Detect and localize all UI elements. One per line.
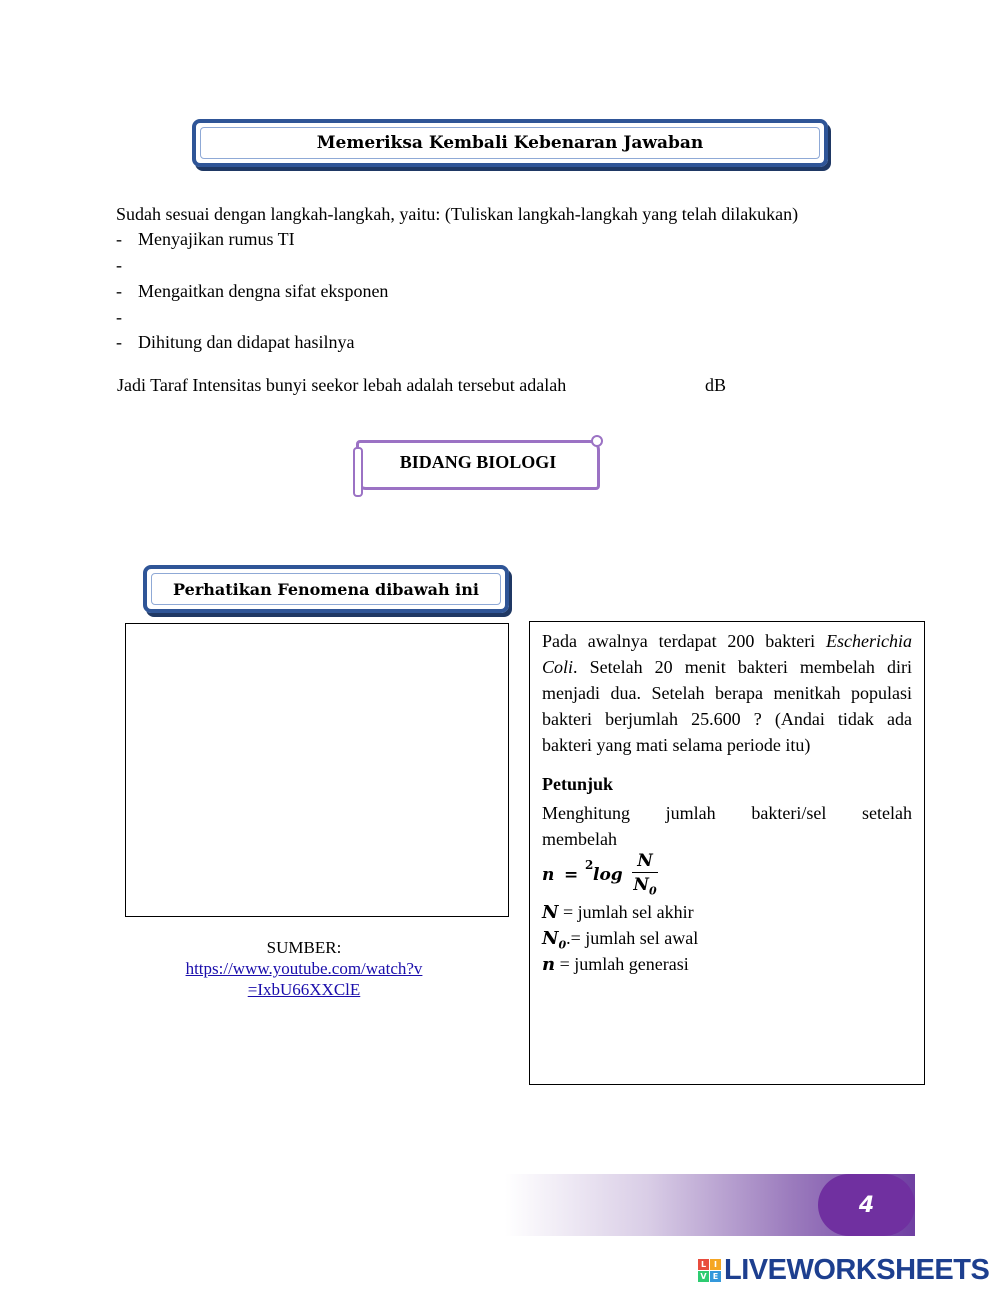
formula-lhs: n bbox=[542, 865, 555, 885]
section-scroll-biologi bbox=[356, 440, 600, 490]
denominator-symbol: N bbox=[633, 875, 649, 895]
logo-text: LIVEWORKSHEETS bbox=[724, 1253, 990, 1286]
problem-box bbox=[529, 621, 925, 1085]
problem-text bbox=[542, 628, 912, 758]
formula-denominator bbox=[632, 873, 658, 897]
definition-symbol: n bbox=[542, 954, 556, 975]
formula-log-base: 2 bbox=[585, 858, 594, 872]
check-intro: Sudah sesuai dengan langkah-langkah, yaitu: (Tuliskan langkah-langkah yang telah dilakukan) bbox=[116, 204, 799, 224]
bullet-dash: - bbox=[116, 332, 122, 352]
formula-log: log bbox=[593, 865, 623, 885]
hint-text-line1: Menghitung jumlah bakteri/sel setelah bbox=[542, 803, 912, 823]
phenomenon-header bbox=[143, 565, 509, 613]
source-citation bbox=[125, 937, 483, 1000]
unit-label: dB bbox=[705, 375, 727, 395]
formula-fraction bbox=[632, 850, 658, 897]
source-link-line1[interactable]: https://www.youtube.com/watch?v bbox=[185, 959, 423, 978]
problem-text-part1: Pada awalnya terdapat 200 bakteri bbox=[542, 631, 827, 651]
definition-subscript: 0 bbox=[558, 938, 567, 952]
video-frame[interactable] bbox=[125, 623, 509, 917]
species-name: Escherichia Coli bbox=[542, 631, 912, 677]
bullet-dash: - bbox=[116, 281, 122, 301]
bullet-dash: - bbox=[116, 255, 122, 275]
definition-text: .= jumlah sel awal bbox=[566, 928, 699, 948]
step-text: Mengaitkan dengna sifat eksponen bbox=[138, 281, 389, 301]
section-title: BIDANG BIOLOGI bbox=[399, 452, 557, 472]
generation-formula bbox=[542, 850, 692, 900]
definition-text: = jumlah generasi bbox=[555, 954, 689, 974]
liveworksheets-logo-icon bbox=[698, 1259, 721, 1282]
logo-icon-letter: I bbox=[710, 1259, 721, 1270]
bullet-dash: - bbox=[116, 229, 122, 249]
bullet-dash: - bbox=[116, 307, 122, 327]
section-header-memeriksa bbox=[192, 119, 828, 167]
step-text: Menyajikan rumus TI bbox=[138, 229, 295, 249]
hint-title: Petunjuk bbox=[542, 774, 614, 794]
definition-symbol: N bbox=[542, 902, 559, 923]
logo-icon-letter: L bbox=[698, 1259, 709, 1270]
source-link-line2[interactable]: =IxbU66XXClE bbox=[247, 980, 361, 999]
logo-icon-letter: V bbox=[698, 1271, 709, 1282]
page-number: 4 bbox=[858, 1192, 875, 1218]
conclusion-text: Jadi Taraf Intensitas bunyi seekor lebah adalah tersebut adalah bbox=[117, 375, 567, 395]
problem-text-part2: . Setelah 20 menit bakteri membelah diri menjadi dua. Setelah berapa menitkah populasi bakteri berjumlah 25.600 ? (Andai tidak ada bakteri yang mati selama periode itu) bbox=[542, 657, 912, 755]
definition-row bbox=[542, 954, 689, 975]
liveworksheets-logo[interactable] bbox=[698, 1255, 989, 1285]
steps-list bbox=[116, 229, 616, 359]
definition-symbol bbox=[542, 928, 567, 952]
scroll-curl-right bbox=[591, 435, 603, 447]
denominator-subscript: 0 bbox=[648, 884, 657, 898]
hint-text-line2: membelah bbox=[542, 829, 617, 849]
definition-text: = jumlah sel akhir bbox=[558, 902, 694, 922]
section-header-title: Memeriksa Kembali Kebenaran Jawaban bbox=[316, 133, 704, 153]
definition-symbol-letter: N bbox=[542, 928, 559, 949]
source-label: SUMBER: bbox=[266, 938, 342, 957]
formula-numerator: N bbox=[637, 851, 653, 871]
definition-row bbox=[542, 902, 694, 923]
phenomenon-title: Perhatikan Fenomena dibawah ini bbox=[173, 579, 479, 599]
page-number-badge bbox=[818, 1174, 915, 1236]
definition-row bbox=[542, 928, 698, 952]
logo-icon-letter: E bbox=[710, 1271, 721, 1282]
step-text: Dihitung dan didapat hasilnya bbox=[138, 332, 355, 352]
formula-equals: = bbox=[564, 865, 579, 885]
